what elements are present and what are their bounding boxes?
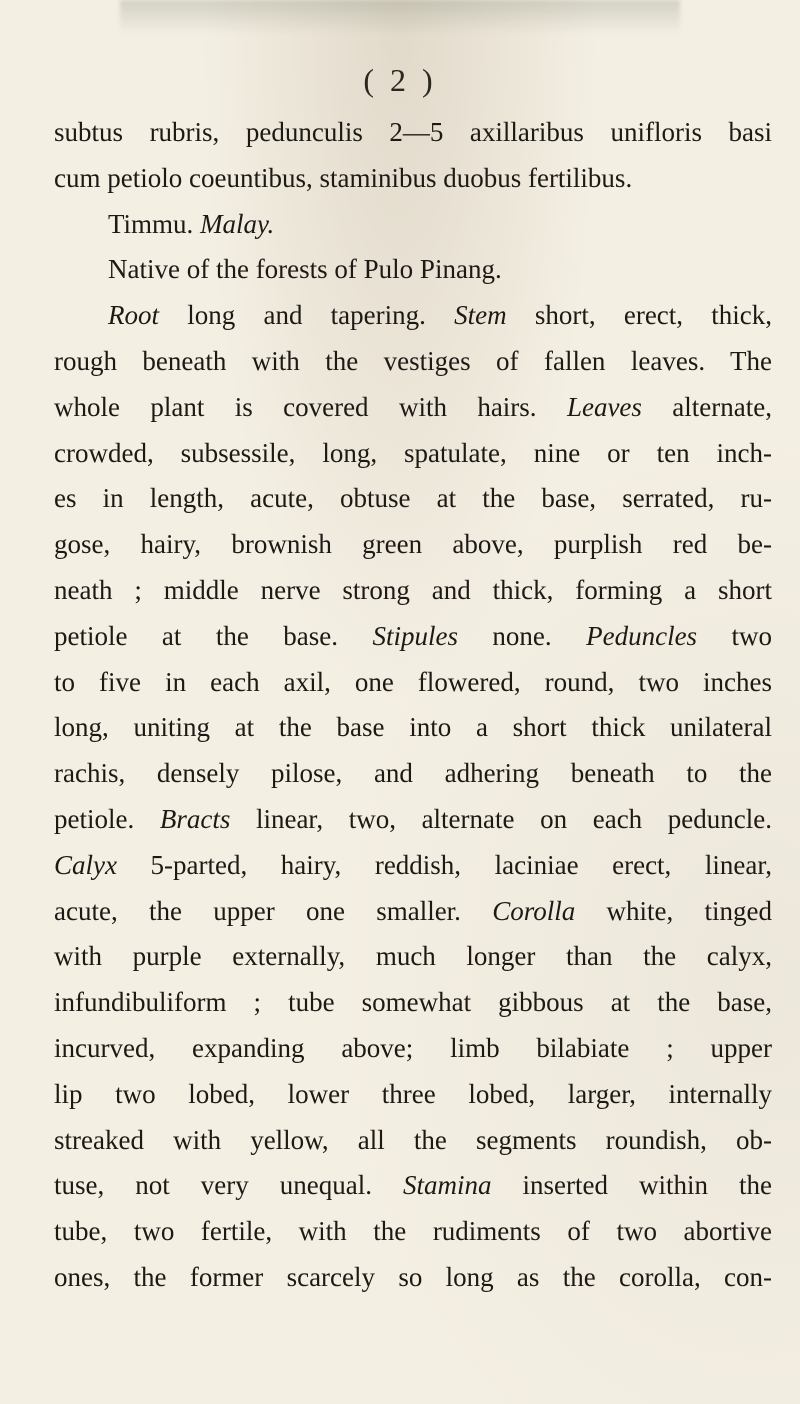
text-run: rough beneath with the vestiges of fallen leaves. The [54, 345, 772, 376]
text-line [54, 1118, 772, 1164]
text-run: Native of the forests of Pulo Pinang. [108, 254, 502, 285]
text-line [54, 385, 772, 431]
text-line [54, 705, 772, 751]
text-line [54, 156, 772, 202]
text-run: infundibuliform ; tube somewhat gibbous at the base, [54, 987, 772, 1018]
text-run: petiole at the base. [54, 620, 373, 651]
text-run: Timmu. [108, 208, 201, 239]
text-line [54, 293, 772, 339]
text-line [54, 1026, 772, 1072]
text-run: tuse, not very unequal. [54, 1170, 403, 1201]
text-run: ones, the former scarcely so long as the corolla, con- [54, 1261, 772, 1292]
text-run: crowded, subsessile, long, spatulate, nine or ten inch- [54, 437, 772, 468]
text-run: streaked with yellow, all the segments roundish, ob- [54, 1124, 772, 1155]
page-stain [120, 0, 680, 34]
italic-term: Stem [454, 300, 507, 331]
text-line [54, 889, 772, 935]
text-run: two [697, 620, 772, 651]
text-line [54, 476, 772, 522]
text-run: white, tinged [575, 895, 772, 926]
italic-term: Bracts [159, 803, 231, 834]
text-line [54, 980, 772, 1026]
text-run: with purple externally, much longer than the calyx, [54, 941, 772, 972]
italic-term: Leaves [566, 391, 642, 422]
text-run: cum petiolo coeuntibus, staminibus duobus fertilibus. [54, 162, 633, 193]
text-run: gose, hairy, brownish green above, purplish red be- [54, 529, 772, 560]
italic-term: Stamina [402, 1170, 492, 1201]
italic-term: Stipules [372, 620, 458, 651]
text-line [54, 660, 772, 706]
page-number: ( 2 ) [363, 62, 437, 98]
italic-term: Malay. [200, 208, 275, 239]
text-line [54, 1072, 772, 1118]
text-line [54, 797, 772, 843]
text-run: neath ; middle nerve strong and thick, forming a short [54, 574, 772, 605]
text-run: subtus rubris, pedunculis 2—5 axillaribus unifloris basi [54, 117, 772, 147]
text-line [54, 568, 772, 614]
text-run: alternate, [641, 391, 772, 422]
text-run: none. [457, 620, 587, 651]
text-run: long and tapering. [159, 300, 455, 331]
text-run: 5-parted, hairy, reddish, laciniae erect, linear, [116, 849, 772, 880]
text-run: es in length, acute, obtuse at the base, serrated, ru- [54, 483, 772, 514]
italic-term: Peduncles [586, 620, 698, 651]
text-line [54, 431, 772, 477]
text-run: petiole. [54, 803, 160, 834]
text-line [54, 247, 772, 293]
text-run: long, uniting at the base into a short thick unilateral [54, 712, 772, 743]
text-run: lip two lobed, lower three lobed, larger, internally [54, 1078, 772, 1109]
text-run: acute, the upper one smaller. [54, 895, 493, 926]
text-line [54, 110, 772, 156]
italic-term: Root [108, 300, 159, 331]
text-line [54, 843, 772, 889]
text-run: rachis, densely pilose, and adhering beneath to the [54, 758, 772, 789]
italic-term: Corolla [492, 895, 576, 926]
text-run: linear, two, alternate on each peduncle. [230, 803, 772, 834]
text-line [54, 339, 772, 385]
text-run: inserted within the [491, 1170, 772, 1201]
text-line [54, 614, 772, 660]
text-line [54, 522, 772, 568]
italic-term: Calyx [54, 849, 117, 880]
text-run: whole plant is covered with hairs. [54, 391, 567, 422]
text-line [54, 1209, 772, 1255]
body-text [54, 110, 772, 1301]
text-line [54, 1163, 772, 1209]
text-line [54, 751, 772, 797]
text-run: tube, two fertile, with the rudiments of two abortive [54, 1216, 772, 1247]
text-line [54, 1255, 772, 1301]
text-line [54, 202, 772, 248]
text-run: incurved, expanding above; limb bilabiate ; upper [54, 1032, 772, 1063]
text-line [54, 934, 772, 980]
text-run: to five in each axil, one flowered, round, two inches [54, 666, 772, 697]
text-run: short, erect, thick, [506, 300, 772, 331]
